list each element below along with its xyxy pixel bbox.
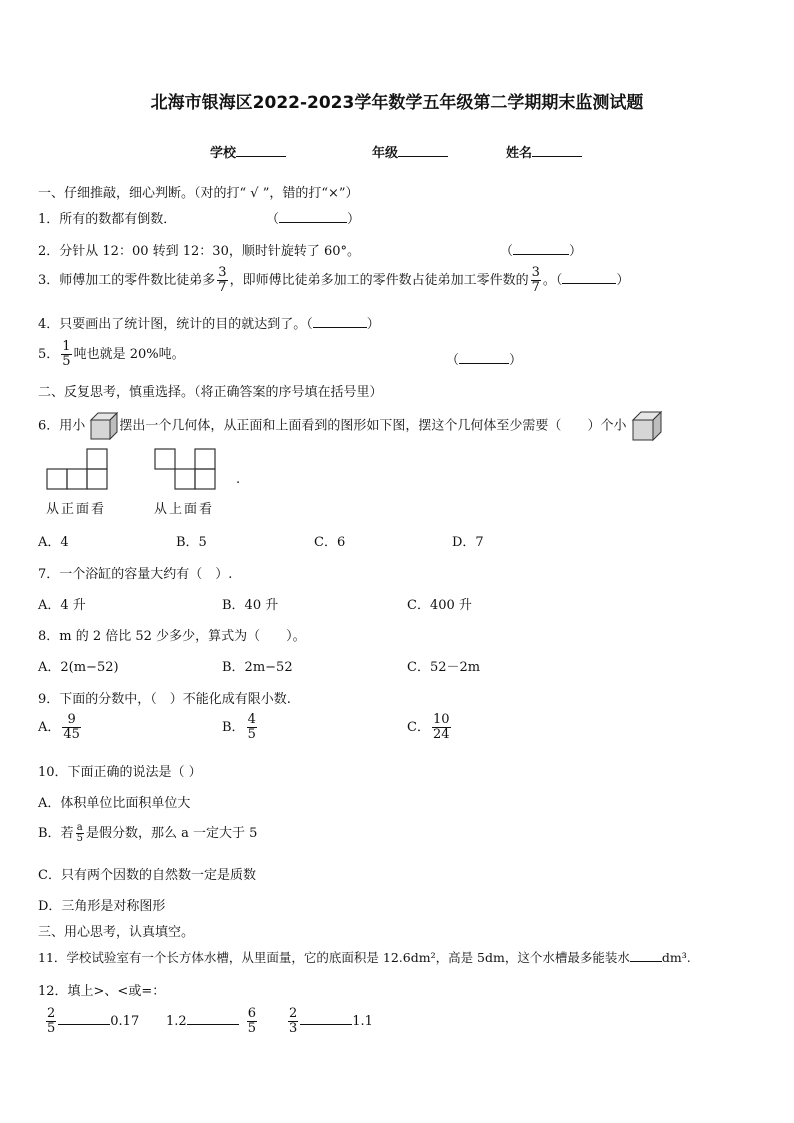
- q12-blank-1[interactable]: [58, 1012, 110, 1025]
- q9-option-b[interactable]: [222, 713, 259, 742]
- q11-text: 11．学校试验室有一个长方体水槽，从里面量，它的底面积是 12.6dm²，高是 5dm，这个水槽最多能装水: [38, 950, 630, 965]
- q1-text: 1．所有的数都有倒数．: [38, 212, 177, 227]
- top-view-label: 从上面看: [154, 502, 215, 517]
- frac-den: 3: [289, 1021, 298, 1036]
- q12-blank-2[interactable]: [187, 1012, 239, 1025]
- frac-num: 2: [47, 1006, 56, 1021]
- q7-option-b[interactable]: B．40 升: [222, 598, 279, 613]
- paren-right: ）: [366, 317, 380, 332]
- q1-blank[interactable]: [279, 210, 347, 223]
- small-cube-icon: [89, 411, 119, 441]
- q3-text-1: 3．师傅加工的零件数比徒弟多: [38, 273, 216, 288]
- frac-den: 24: [432, 727, 450, 742]
- q7-option-a[interactable]: A．4 升: [38, 598, 86, 613]
- section2-heading: 二、反复思考，慎重选择。（将正确答案的序号填在括号里）: [38, 385, 383, 400]
- name-field: [506, 142, 582, 161]
- q12-item-1: [44, 1007, 139, 1036]
- q11-row: [38, 948, 691, 966]
- page-title: 北海市银海区2022-2023学年数学五年级第二学期期末监测试题: [150, 93, 644, 113]
- q4-blank[interactable]: [313, 315, 367, 328]
- q9-option-c[interactable]: [407, 713, 453, 742]
- option-fraction: [247, 713, 257, 742]
- q3-fraction-1: [217, 266, 227, 295]
- q12-text: 12．填上>、<或=：: [38, 984, 166, 999]
- q5-text-1: 5．: [38, 347, 60, 362]
- top-view-figure: [154, 448, 218, 492]
- q7-text: 7．一个浴缸的容量大约有（ ）.: [38, 567, 233, 582]
- paren-right: ）: [347, 212, 361, 227]
- name-blank[interactable]: [532, 144, 582, 157]
- grade-field: [372, 142, 448, 161]
- q10-option-d[interactable]: D．三角形是对称图形: [38, 899, 166, 914]
- q8-option-a[interactable]: A．2(m−52): [38, 660, 119, 675]
- school-blank[interactable]: [236, 144, 286, 157]
- q5-row: [38, 340, 185, 369]
- q2-answer[interactable]: [500, 240, 582, 259]
- q9-text: 9．下面的分数中，（ ）不能化成有限小数.: [38, 692, 291, 707]
- q11-blank[interactable]: [630, 949, 662, 962]
- q12-item-3: [286, 1007, 373, 1036]
- front-view-figure: [46, 448, 110, 492]
- frac-den: 5: [76, 833, 83, 844]
- frac-num: 3: [218, 265, 227, 280]
- paren-left: （: [500, 244, 514, 259]
- item-fraction: [288, 1007, 298, 1036]
- q7-option-c[interactable]: C．400 升: [407, 598, 472, 613]
- frac-num: 2: [289, 1006, 298, 1021]
- frac-num: 9: [67, 712, 76, 727]
- q6-period: .: [236, 472, 241, 487]
- option-text-1: B．若: [38, 826, 74, 841]
- item-fraction: [46, 1007, 56, 1036]
- q1-answer[interactable]: [266, 208, 360, 227]
- paren-right: ）: [569, 244, 583, 259]
- paren-right: ）: [509, 353, 523, 368]
- q3-blank[interactable]: [562, 271, 616, 284]
- q6-text-3: ）个小: [587, 418, 627, 434]
- school-field: [210, 142, 286, 161]
- section1-heading: 一、仔细推敲，细心判断。（对的打“ √ ”，错的打“×”）: [38, 186, 359, 201]
- q6-text-2: 摆出一个几何体，从正面和上面看到的图形如下图，摆这个几何体至少需要（: [119, 418, 562, 434]
- q3-row: [38, 266, 629, 295]
- option-text-2: 是假分数，那么 a 一定大于 5: [85, 826, 258, 841]
- option-label: C．: [407, 720, 430, 735]
- paren-left: （: [266, 212, 280, 227]
- q4-row: [38, 313, 380, 332]
- q5-fraction: [61, 340, 71, 369]
- q2-text: 2．分针从 12：00 转到 12：30，顺时针旋转了 60°。: [38, 244, 361, 259]
- q8-option-b[interactable]: B．2m−52: [222, 660, 293, 675]
- q3-text-3: 。（: [542, 273, 563, 288]
- paren-left: （: [446, 353, 460, 368]
- q12-blank-3[interactable]: [300, 1012, 352, 1025]
- q6-option-b[interactable]: B．5: [176, 535, 207, 550]
- name-label: 姓名: [506, 146, 533, 161]
- item-fraction: [247, 1007, 257, 1036]
- section3-heading: 三、用心思考，认真填空。: [38, 925, 195, 940]
- frac-num: 3: [531, 265, 540, 280]
- option-label: B．: [222, 720, 245, 735]
- q3-text-2: ，即师傅比徒弟多加工的零件数占徒弟加工零件数的: [229, 273, 529, 288]
- item-right-value: 1.1: [352, 1014, 373, 1029]
- q5-answer[interactable]: [446, 349, 522, 368]
- item-left-value: 1.2: [166, 1014, 187, 1029]
- q5-blank[interactable]: [459, 351, 509, 364]
- grade-blank[interactable]: [398, 144, 448, 157]
- frac-den: 7: [218, 280, 227, 295]
- q6-option-a[interactable]: A．4: [38, 535, 69, 550]
- q3-fraction-2: [531, 266, 541, 295]
- q8-text: 8．m 的 2 倍比 52 少多少，算式为（ ）。: [38, 629, 306, 644]
- q4-text: 4．只要画出了统计图，统计的目的就达到了。（: [38, 317, 313, 332]
- frac-num: 1: [62, 339, 71, 354]
- q6-text-1: 6．用小: [38, 418, 86, 434]
- q10-option-b[interactable]: [38, 822, 257, 844]
- q2-blank[interactable]: [513, 242, 569, 255]
- option-fraction: [62, 713, 81, 742]
- q11-unit: dm³.: [661, 950, 691, 965]
- q10-option-c[interactable]: C．只有两个因数的自然数一定是质数: [38, 868, 256, 883]
- option-label: A．: [38, 720, 61, 735]
- q8-option-c[interactable]: C．52－2m: [407, 660, 481, 675]
- front-view-label: 从正面看: [46, 502, 107, 517]
- grade-label: 年级: [372, 146, 399, 161]
- frac-den: 45: [63, 727, 80, 742]
- q10-text: 10．下面正确的说法是（ ）: [38, 765, 202, 780]
- frac-den: 5: [247, 727, 256, 742]
- q5-text-2: 吨也就是 20%吨。: [73, 347, 185, 362]
- frac-num: 4: [247, 712, 256, 727]
- option-fraction: [76, 823, 84, 844]
- school-label: 学校: [210, 146, 237, 161]
- q6-row: [38, 410, 663, 442]
- frac-num: 10: [432, 712, 450, 727]
- frac-den: 5: [47, 1021, 56, 1036]
- q10-option-a[interactable]: A．体积单位比面积单位大: [38, 796, 191, 811]
- item-right-value: 0.17: [110, 1014, 140, 1029]
- frac-den: 5: [62, 354, 71, 369]
- q9-option-a[interactable]: [38, 713, 83, 742]
- q12-item-2: [166, 1007, 259, 1036]
- paren-right: ）: [616, 273, 630, 288]
- q6-option-c[interactable]: C．6: [314, 535, 346, 550]
- frac-num: a: [76, 822, 83, 833]
- frac-num: 6: [247, 1006, 256, 1021]
- q6-option-d[interactable]: D．7: [452, 535, 484, 550]
- option-fraction: [432, 713, 451, 742]
- frac-den: 7: [531, 280, 540, 295]
- small-cube-icon: [631, 410, 663, 442]
- frac-den: 5: [247, 1021, 256, 1036]
